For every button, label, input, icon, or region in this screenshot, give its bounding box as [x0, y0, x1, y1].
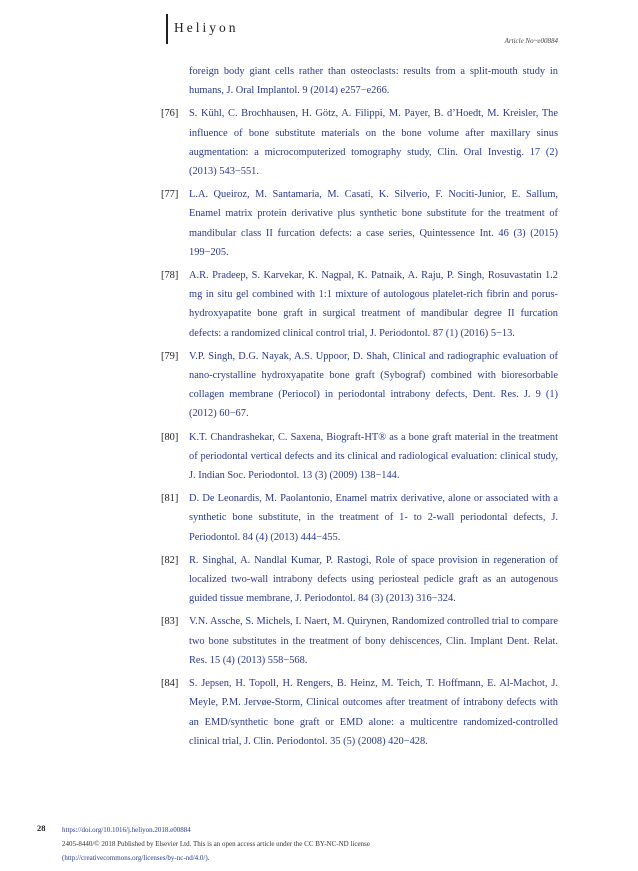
reference-text[interactable]: S. Kühl, C. Brochhausen, H. Götz, A. Filippi, M. Payer, B. d’Hoedt, M. Kreisler, The influence of bone substitute materials on the bone volume after maxillary sinus augmentation: a microcomputerized tomography study, Clin. Oral Investig. 17 (2) (2013) 543−551. — [189, 108, 558, 178]
reference-item — [161, 428, 558, 486]
reference-text[interactable]: V.N. Assche, S. Michels, I. Naert, M. Quirynen, Randomized controlled trial to compare two bone substitutes in the treatment of bony dehiscences, Clin. Implant Dent. Relat. Res. 15 (4) (2013) 558−568. — [189, 616, 558, 666]
reference-item — [161, 612, 558, 670]
license-text: 2405-8440/© 2018 Published by Elsevier Ltd. This is an open access article under the CC BY-NC-ND license — [62, 840, 370, 848]
reference-text[interactable]: foreign body giant cells rather than osteoclasts: results from a split-mouth study in humans, J. Oral Implantol. 9 (2014) e257−e266. — [189, 66, 558, 97]
reference-item — [161, 104, 558, 181]
reference-text[interactable]: D. De Leonardis, M. Paolantonio, Enamel matrix derivative, alone or associated with a synthetic bone substitute, in the treatment of 1- to 2-wall periodontal defects, J. Periodontol. 84 (4) (2013) 444−455. — [189, 493, 558, 543]
license-link[interactable]: (http://creativecommons.org/licenses/by-nc-nd/4.0/). — [62, 854, 210, 862]
page-footer — [62, 823, 542, 865]
reference-number: [76] — [161, 108, 179, 120]
reference-text[interactable]: K.T. Chandrashekar, C. Saxena, Biograft-HT® as a bone graft material in the treatment of periodontal vertical defects and its clinical and radiological evaluation: clinical study, J. Indian Soc. Periodontol. 13 (3) (2009) 138−144. — [189, 431, 558, 482]
reference-item — [161, 551, 558, 609]
reference-number: [82] — [161, 554, 179, 566]
reference-text[interactable]: S. Jepsen, H. Topoll, H. Rengers, B. Heinz, M. Teich, T. Hoffmann, E. Al-Machot, J. Meyle, P.M. Jervøe-Storm, Clinical outcomes after treatment of intrabony defects with an EMD/synthetic bone graft or EMD alone: a multicentre randomized-controlled clinical trial, J. Clin. Periodontol. 35 (5) (2008) 420−428. — [189, 678, 558, 747]
reference-number: [81] — [161, 493, 179, 505]
reference-text[interactable]: A.R. Pradeep, S. Karvekar, K. Nagpal, K. Patnaik, A. Raju, P. Singh, Rosuvastatin 1.2 mg in situ gel combined with 1:1 mixture of autologous platelet-rich fibrin and porus- hydroxyapatite bone graft in surgical treatment of mandibular degree II furcation defects: a randomized clinical control trial, J. Periodontol. 87 (1) (2016) 5−13. — [189, 270, 558, 339]
journal-divider — [166, 14, 168, 44]
reference-number: [78] — [161, 270, 179, 282]
reference-text[interactable]: R. Singhal, A. Nandlal Kumar, P. Rastogi, Role of space provision in regeneration of localized two-wall intrabony defects using periosteal pedicle graft as an autogenous guided tissue membrane, J. Periodontol. 84 (3) (2013) 316−324. — [189, 554, 558, 605]
journal-title: Heliyon — [174, 20, 239, 35]
reference-number: [84] — [161, 678, 179, 690]
reference-number: [83] — [161, 616, 179, 628]
reference-number: [77] — [161, 189, 179, 201]
reference-item — [161, 347, 558, 424]
article-number: Article No~e00884 — [504, 37, 558, 45]
reference-text[interactable]: V.P. Singh, D.G. Nayak, A.S. Uppoor, D. Shah, Clinical and radiographic evaluation of nano-crystalline hydroxyapatite bone graft (Sybograf) combined with bioresorbable collagen membrane (Periocol) in periodontal intrabony defects, Dent. Res. J. 9 (1) (2012) 60−67. — [189, 350, 558, 420]
doi-link[interactable]: https://doi.org/10.1016/j.heliyon.2018.e00884 — [62, 826, 191, 834]
reference-item — [161, 185, 558, 262]
reference-number: [79] — [161, 350, 179, 362]
page-number: 28 — [37, 823, 46, 833]
reference-item — [161, 266, 558, 343]
reference-item — [161, 489, 558, 547]
reference-list — [161, 62, 558, 755]
reference-text[interactable]: L.A. Queiroz, M. Santamaria, M. Casati, K. Silverio, F. Nociti-Junior, E. Sallum, Enamel matrix protein derivative plus synthetic bone substitute for the treatment of mandibular class II furcation defects: a case series, Quintessence Int. 46 (3) (2015) 199−205. — [189, 189, 558, 258]
reference-item — [161, 674, 558, 751]
reference-item — [161, 62, 558, 100]
reference-number: [80] — [161, 431, 179, 443]
